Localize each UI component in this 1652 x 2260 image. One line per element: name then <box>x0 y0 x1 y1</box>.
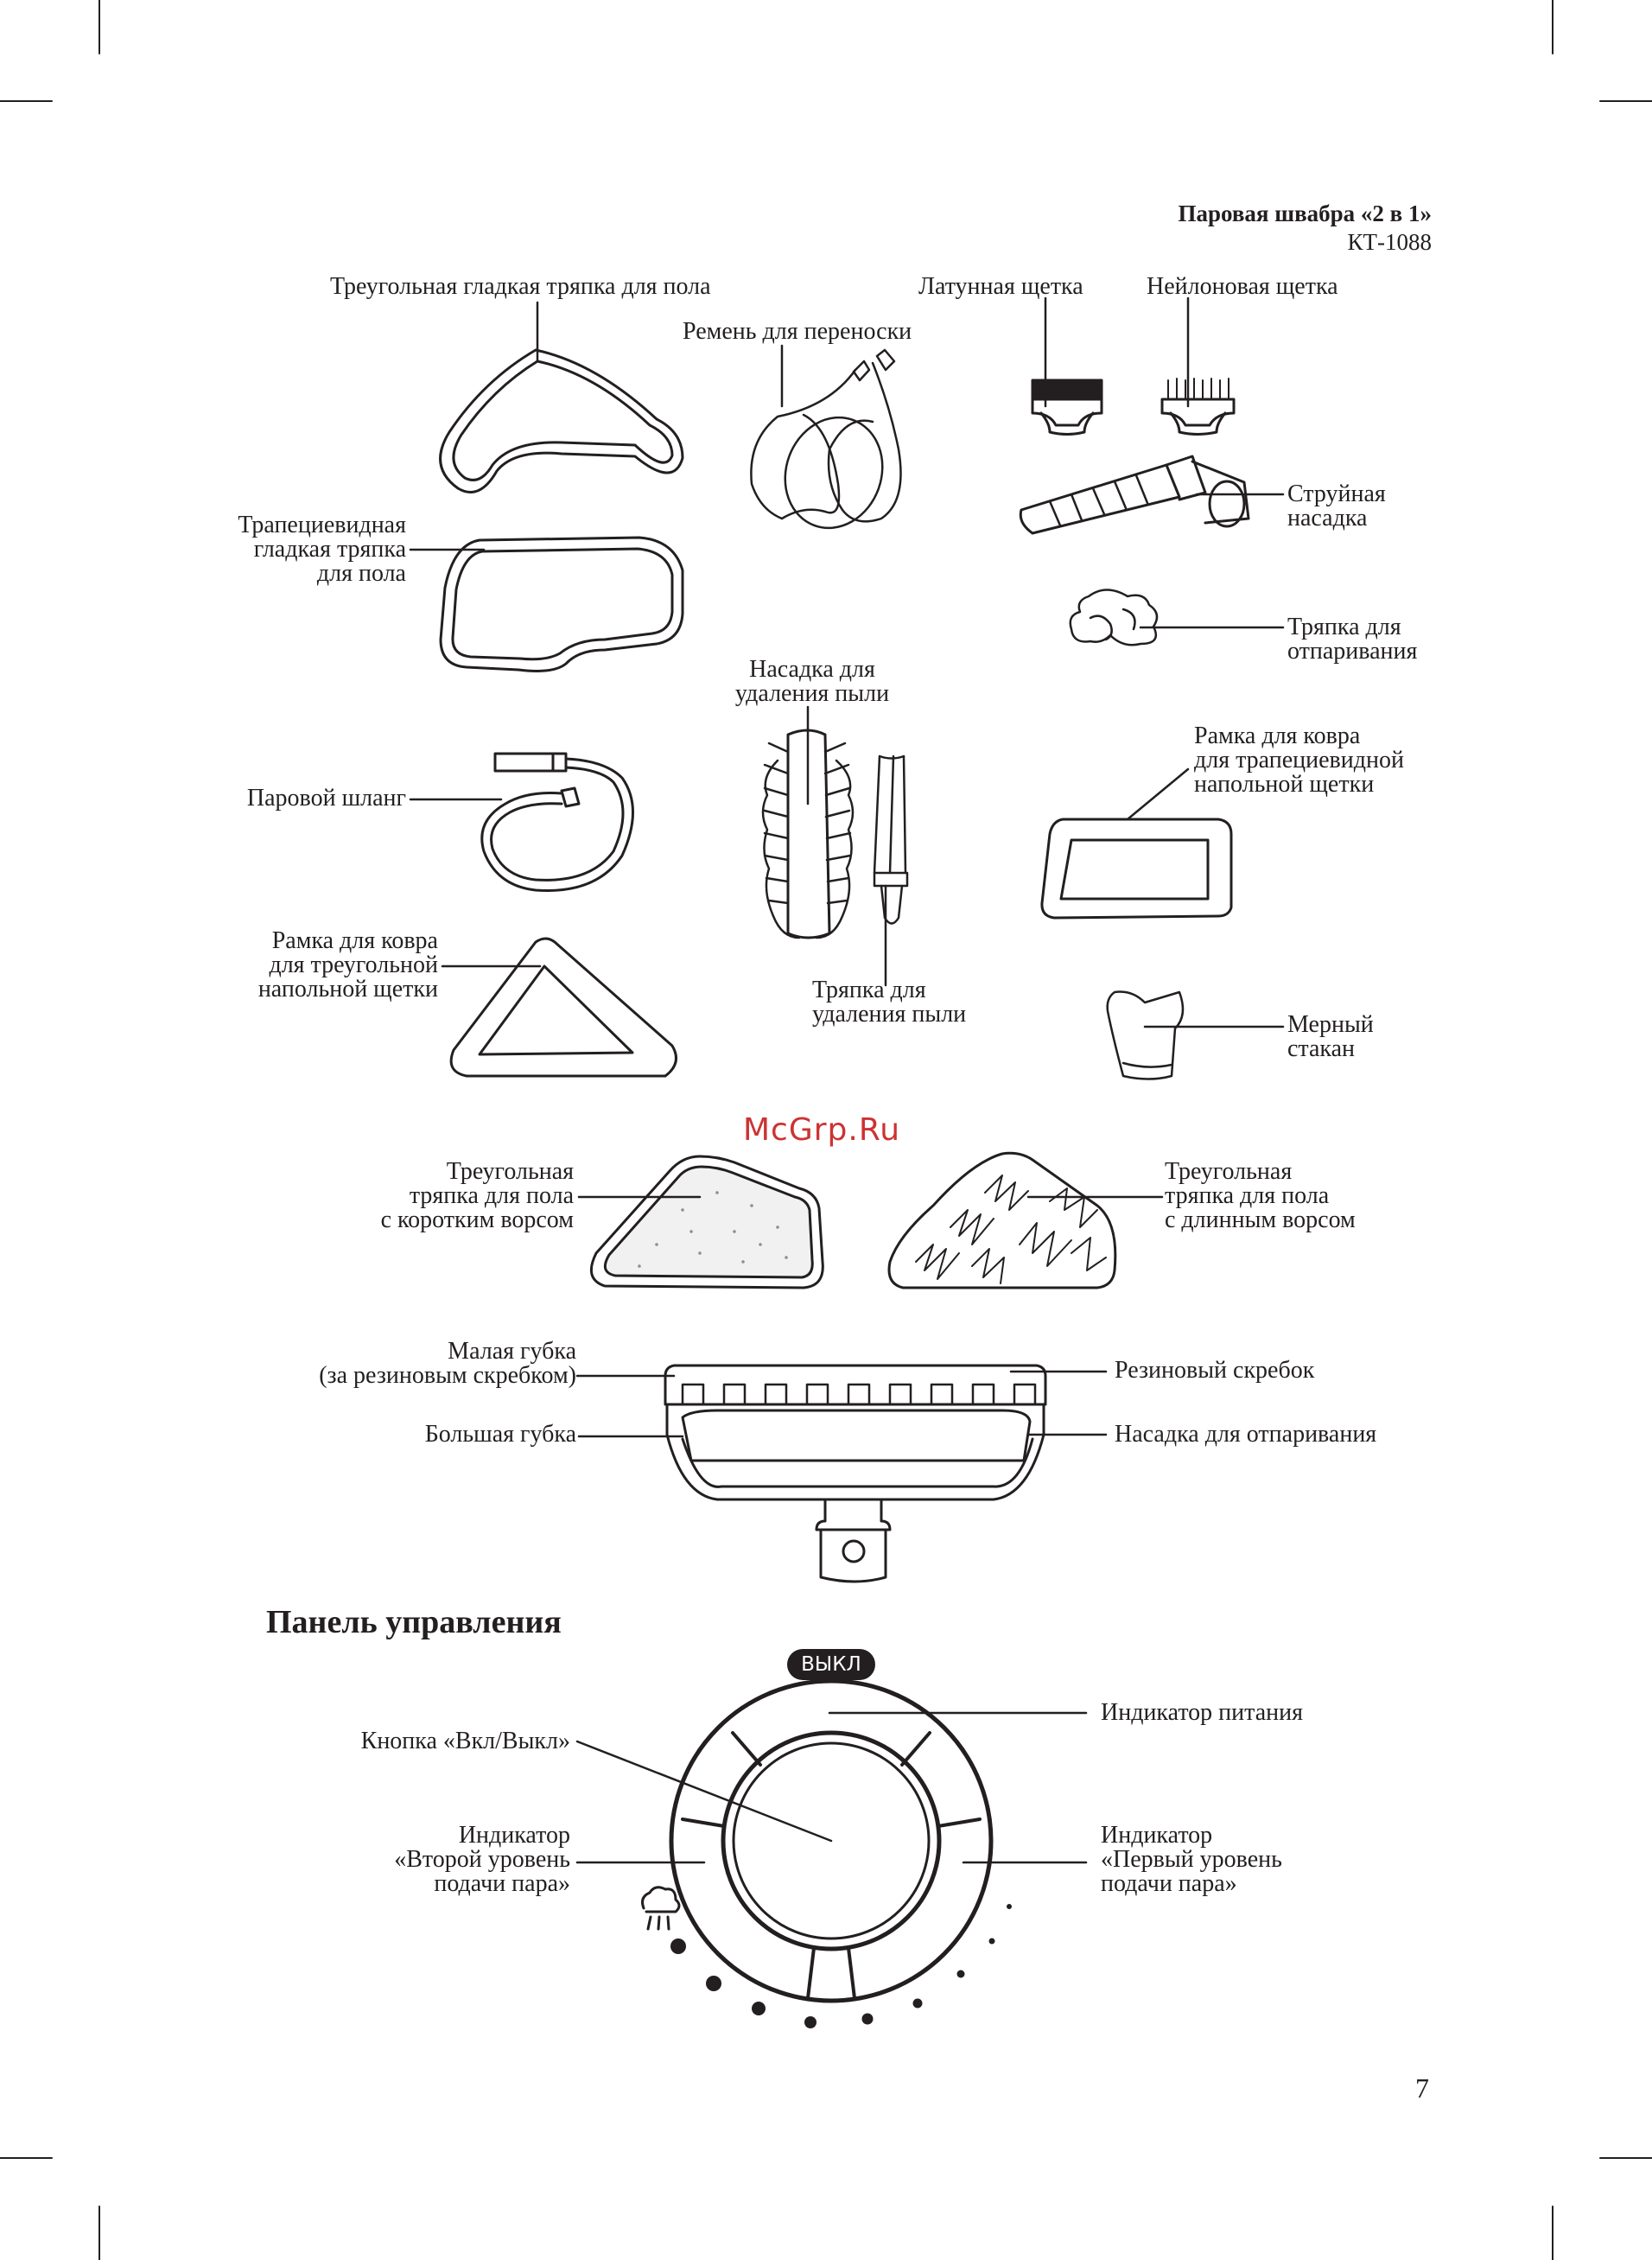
trapezoid-smooth-cloth-illustration <box>410 538 683 671</box>
dust-nozzle-illustration <box>763 707 853 938</box>
carpet-frame-triangle-illustration <box>442 939 677 1076</box>
long-pile-cloth-illustration <box>889 1153 1162 1288</box>
carry-strap-illustration <box>751 346 900 542</box>
label-short-pile-cloth: Треугольная тряпка для пола с коротким ворсом <box>380 1158 574 1233</box>
control-panel-title: Панель управления <box>266 1604 562 1640</box>
steam-icon <box>643 1888 679 1929</box>
label-rubber-scraper: Резиновый скребок <box>1115 1357 1315 1384</box>
label-level2-indicator: Индикатор «Второй уровень подачи пара» <box>394 1822 570 1897</box>
jet-nozzle-illustration <box>1020 456 1283 533</box>
steaming-nozzle-illustration <box>577 1366 1106 1582</box>
label-trapezoid-smooth-cloth: Трапециевидная гладкая тряпка для пола <box>238 512 406 587</box>
label-steaming-cloth: Тряпка для отпаривания <box>1287 614 1418 665</box>
dust-cloth-illustration <box>874 756 907 985</box>
short-pile-cloth-illustration <box>579 1156 823 1288</box>
steaming-cloth-illustration <box>1071 590 1283 646</box>
label-small-sponge: Малая губка (за резиновым скребком) <box>319 1338 576 1389</box>
product-model: КТ-1088 <box>1347 229 1432 255</box>
label-power-button: Кнопка «Вкл/Выкл» <box>360 1728 570 1754</box>
label-large-sponge: Большая губка <box>424 1421 576 1448</box>
product-title: Паровая швабра «2 в 1» <box>1178 201 1432 226</box>
label-power-indicator: Индикатор питания <box>1101 1699 1304 1726</box>
label-triangle-smooth-cloth: Треугольная гладкая тряпка для пола <box>330 273 711 300</box>
label-level1-indicator: Индикатор «Первый уровень подачи пара» <box>1101 1822 1282 1897</box>
nylon-brush-illustration <box>1162 298 1234 435</box>
label-carry-strap: Ремень для переноски <box>683 318 912 345</box>
scraper-teeth <box>683 1385 1035 1404</box>
control-panel-dial <box>577 1681 1086 2028</box>
label-carpet-frame-triangle: Рамка для ковра для треугольной напольной щетки <box>257 927 438 1003</box>
measuring-cup-illustration <box>1108 992 1283 1079</box>
off-badge: ВЫКЛ <box>787 1649 875 1680</box>
label-jet-nozzle: Струйная насадка <box>1287 481 1386 532</box>
brass-brush-illustration <box>1032 298 1102 435</box>
label-steaming-nozzle: Насадка для отпаривания <box>1115 1421 1377 1448</box>
steam-level-dots <box>670 1904 1012 2028</box>
watermark: McGrp.Ru <box>743 1112 901 1148</box>
label-nylon-brush: Нейлоновая щетка <box>1147 273 1338 300</box>
label-brass-brush: Латунная щетка <box>918 273 1083 300</box>
label-measuring-cup: Мерный стакан <box>1287 1011 1374 1062</box>
label-steam-hose: Паровой шланг <box>246 785 406 812</box>
triangle-smooth-cloth-illustration <box>441 302 683 493</box>
label-dust-nozzle: Насадка для удаления пыли <box>734 656 890 707</box>
steam-hose-illustration <box>410 754 633 891</box>
label-carpet-frame-trapezoid: Рамка для ковра для трапециевидной напольной щетки <box>1194 723 1404 798</box>
label-long-pile-cloth: Треугольная тряпка для пола с длинным ворсом <box>1165 1158 1356 1233</box>
page-number: 7 <box>1415 2072 1429 2104</box>
label-dust-cloth: Тряпка для удаления пыли <box>812 977 967 1028</box>
